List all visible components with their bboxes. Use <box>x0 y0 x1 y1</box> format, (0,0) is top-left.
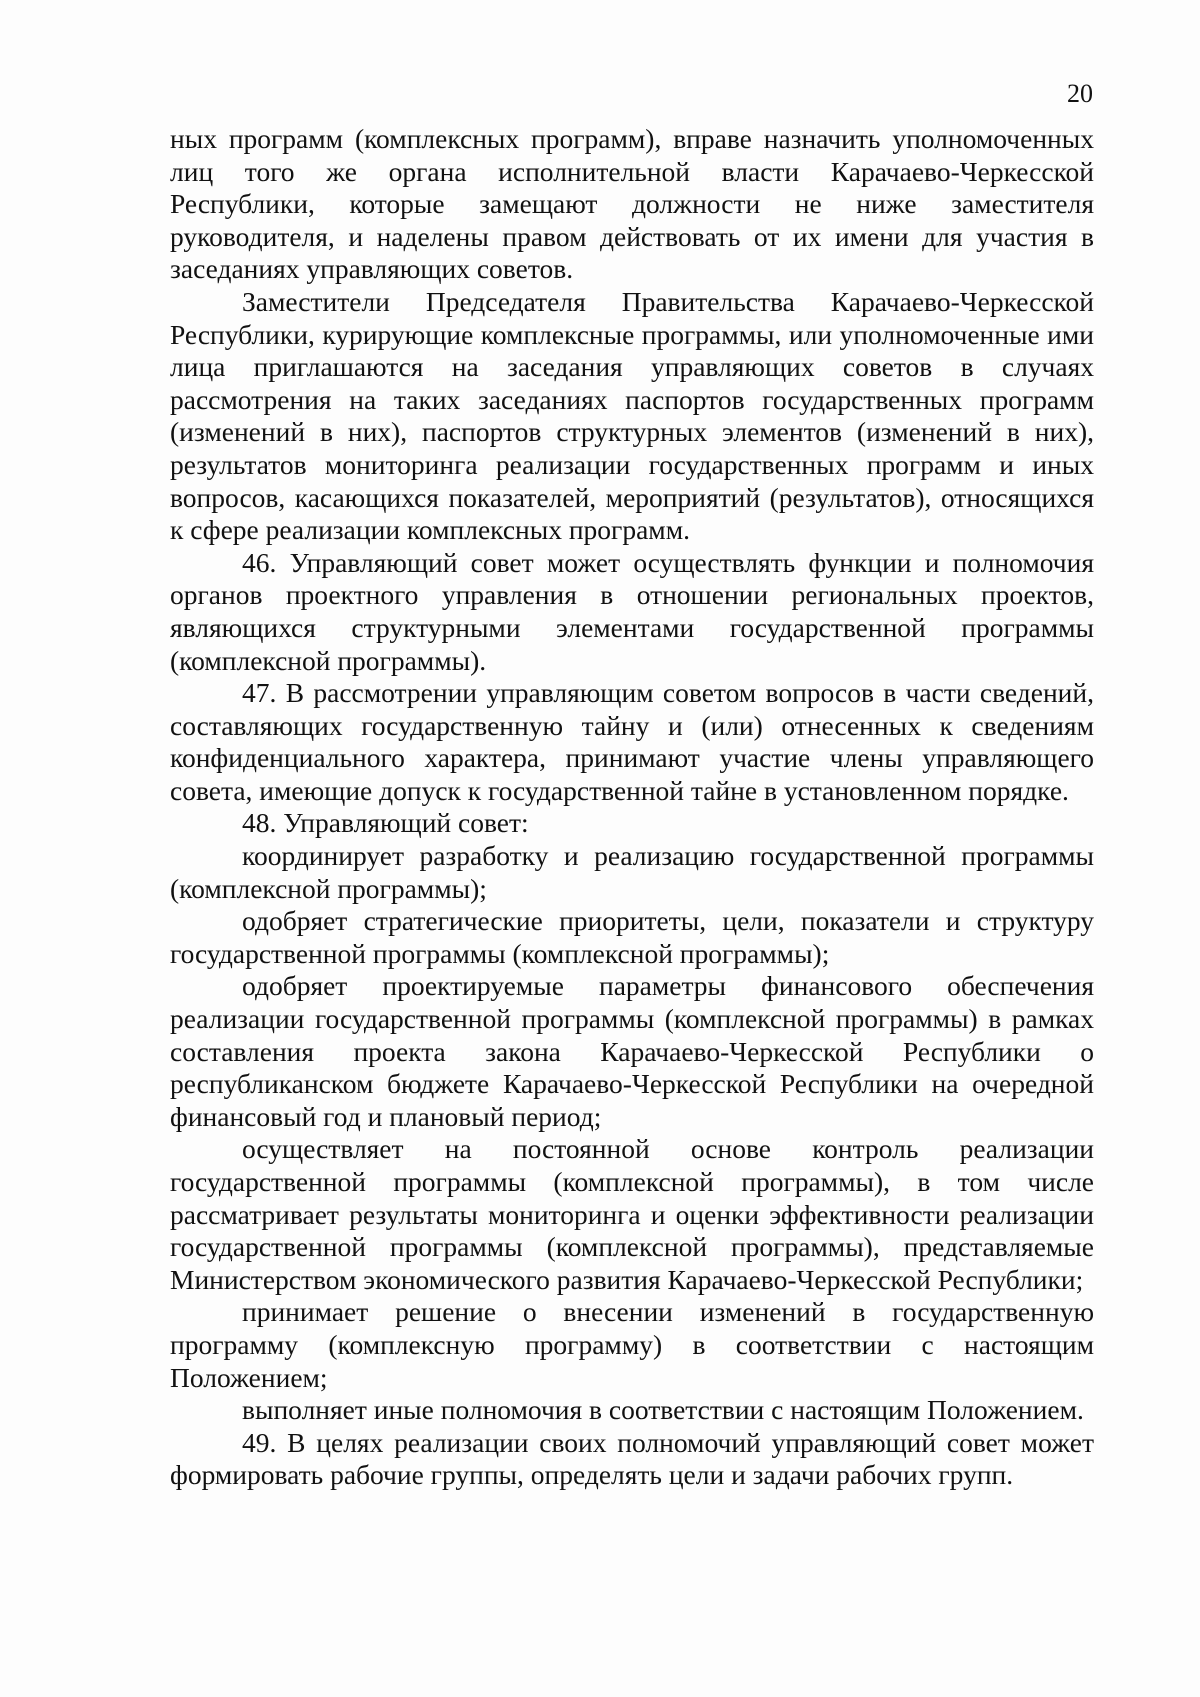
paragraph-continuation: ных программ (комплексных программ), вправе назначить уполномоченных лиц того же органа исполнительной власти Карачаево-Черкесской Республики, которые замещают должности не ниже заместителя руководителя, и наделены правом действовать от их имени для участия в заседаниях управляющих советов. <box>170 123 1094 285</box>
list-item-monitoring: осуществляет на постоянной основе контроль реализации государственной программы (комплексной программы), в том числе рассматривает результаты мониторинга и оценки эффективности реализации государственной программы (комплексной программы), представляемые Министерством экономического развития Карачаево-Черкесской Республики; <box>170 1133 1094 1295</box>
list-item-amendments: принимает решение о внесении изменений в государственную программу (комплексную программу) в соответствии с настоящим Положением; <box>170 1296 1094 1393</box>
paragraph-46: 46. Управляющий совет может осуществлять функции и полномочия органов проектного управления в отношении региональных проектов, являющихся структурными элементами государственной программы (комплексной программы). <box>170 546 1094 676</box>
paragraph-49: 49. В целях реализации своих полномочий управляющий совет может формировать рабочие группы, определять цели и задачи рабочих групп. <box>170 1426 1094 1491</box>
paragraph-47: 47. В рассмотрении управляющим советом вопросов в части сведений, составляющих государственную тайну и (или) отнесенных к сведениям конфиденциального характера, принимают участие члены управляющего совета, имеющие допуск к государственной тайне в установленном порядке. <box>170 677 1094 806</box>
paragraph-deputies: Заместители Председателя Правительства Карачаево-Черкесской Республики, курирующие комплексные программы, или уполномоченные ими лица приглашаются на заседания управляющих советов в случаях рассмотрения на таких заседаниях паспортов государственных программ (изменений в них), паспортов структурных элементов (изменений в них), результатов мониторинга реализации государственных программ и иных вопросов, касающихся показателей, мероприятий (результатов), относящихся к сфере реализации комплексных программ. <box>170 285 1094 546</box>
page-number: 20 <box>1067 79 1093 108</box>
list-item-approves-financing: одобряет проектируемые параметры финансового обеспечения реализации государственной программы (комплексной программы) в рамках составления проекта закона Карачаево-Черкесской Республики о республиканском бюджете Карачаево-Черкесской Республики на очередной финансовый год и плановый период; <box>170 970 1094 1132</box>
document-body <box>170 123 1094 1492</box>
list-item-coordinates: координирует разработку и реализацию государственной программы (комплексной программы); <box>170 840 1094 904</box>
list-item-other-powers: выполняет иные полномочия в соответствии с настоящим Положением. <box>242 1394 1084 1426</box>
list-item-approves-priorities: одобряет стратегические приоритеты, цели, показатели и структуру государственной программы (комплексной программы); <box>170 905 1094 969</box>
paragraph-48-heading: 48. Управляющий совет: <box>242 807 529 839</box>
